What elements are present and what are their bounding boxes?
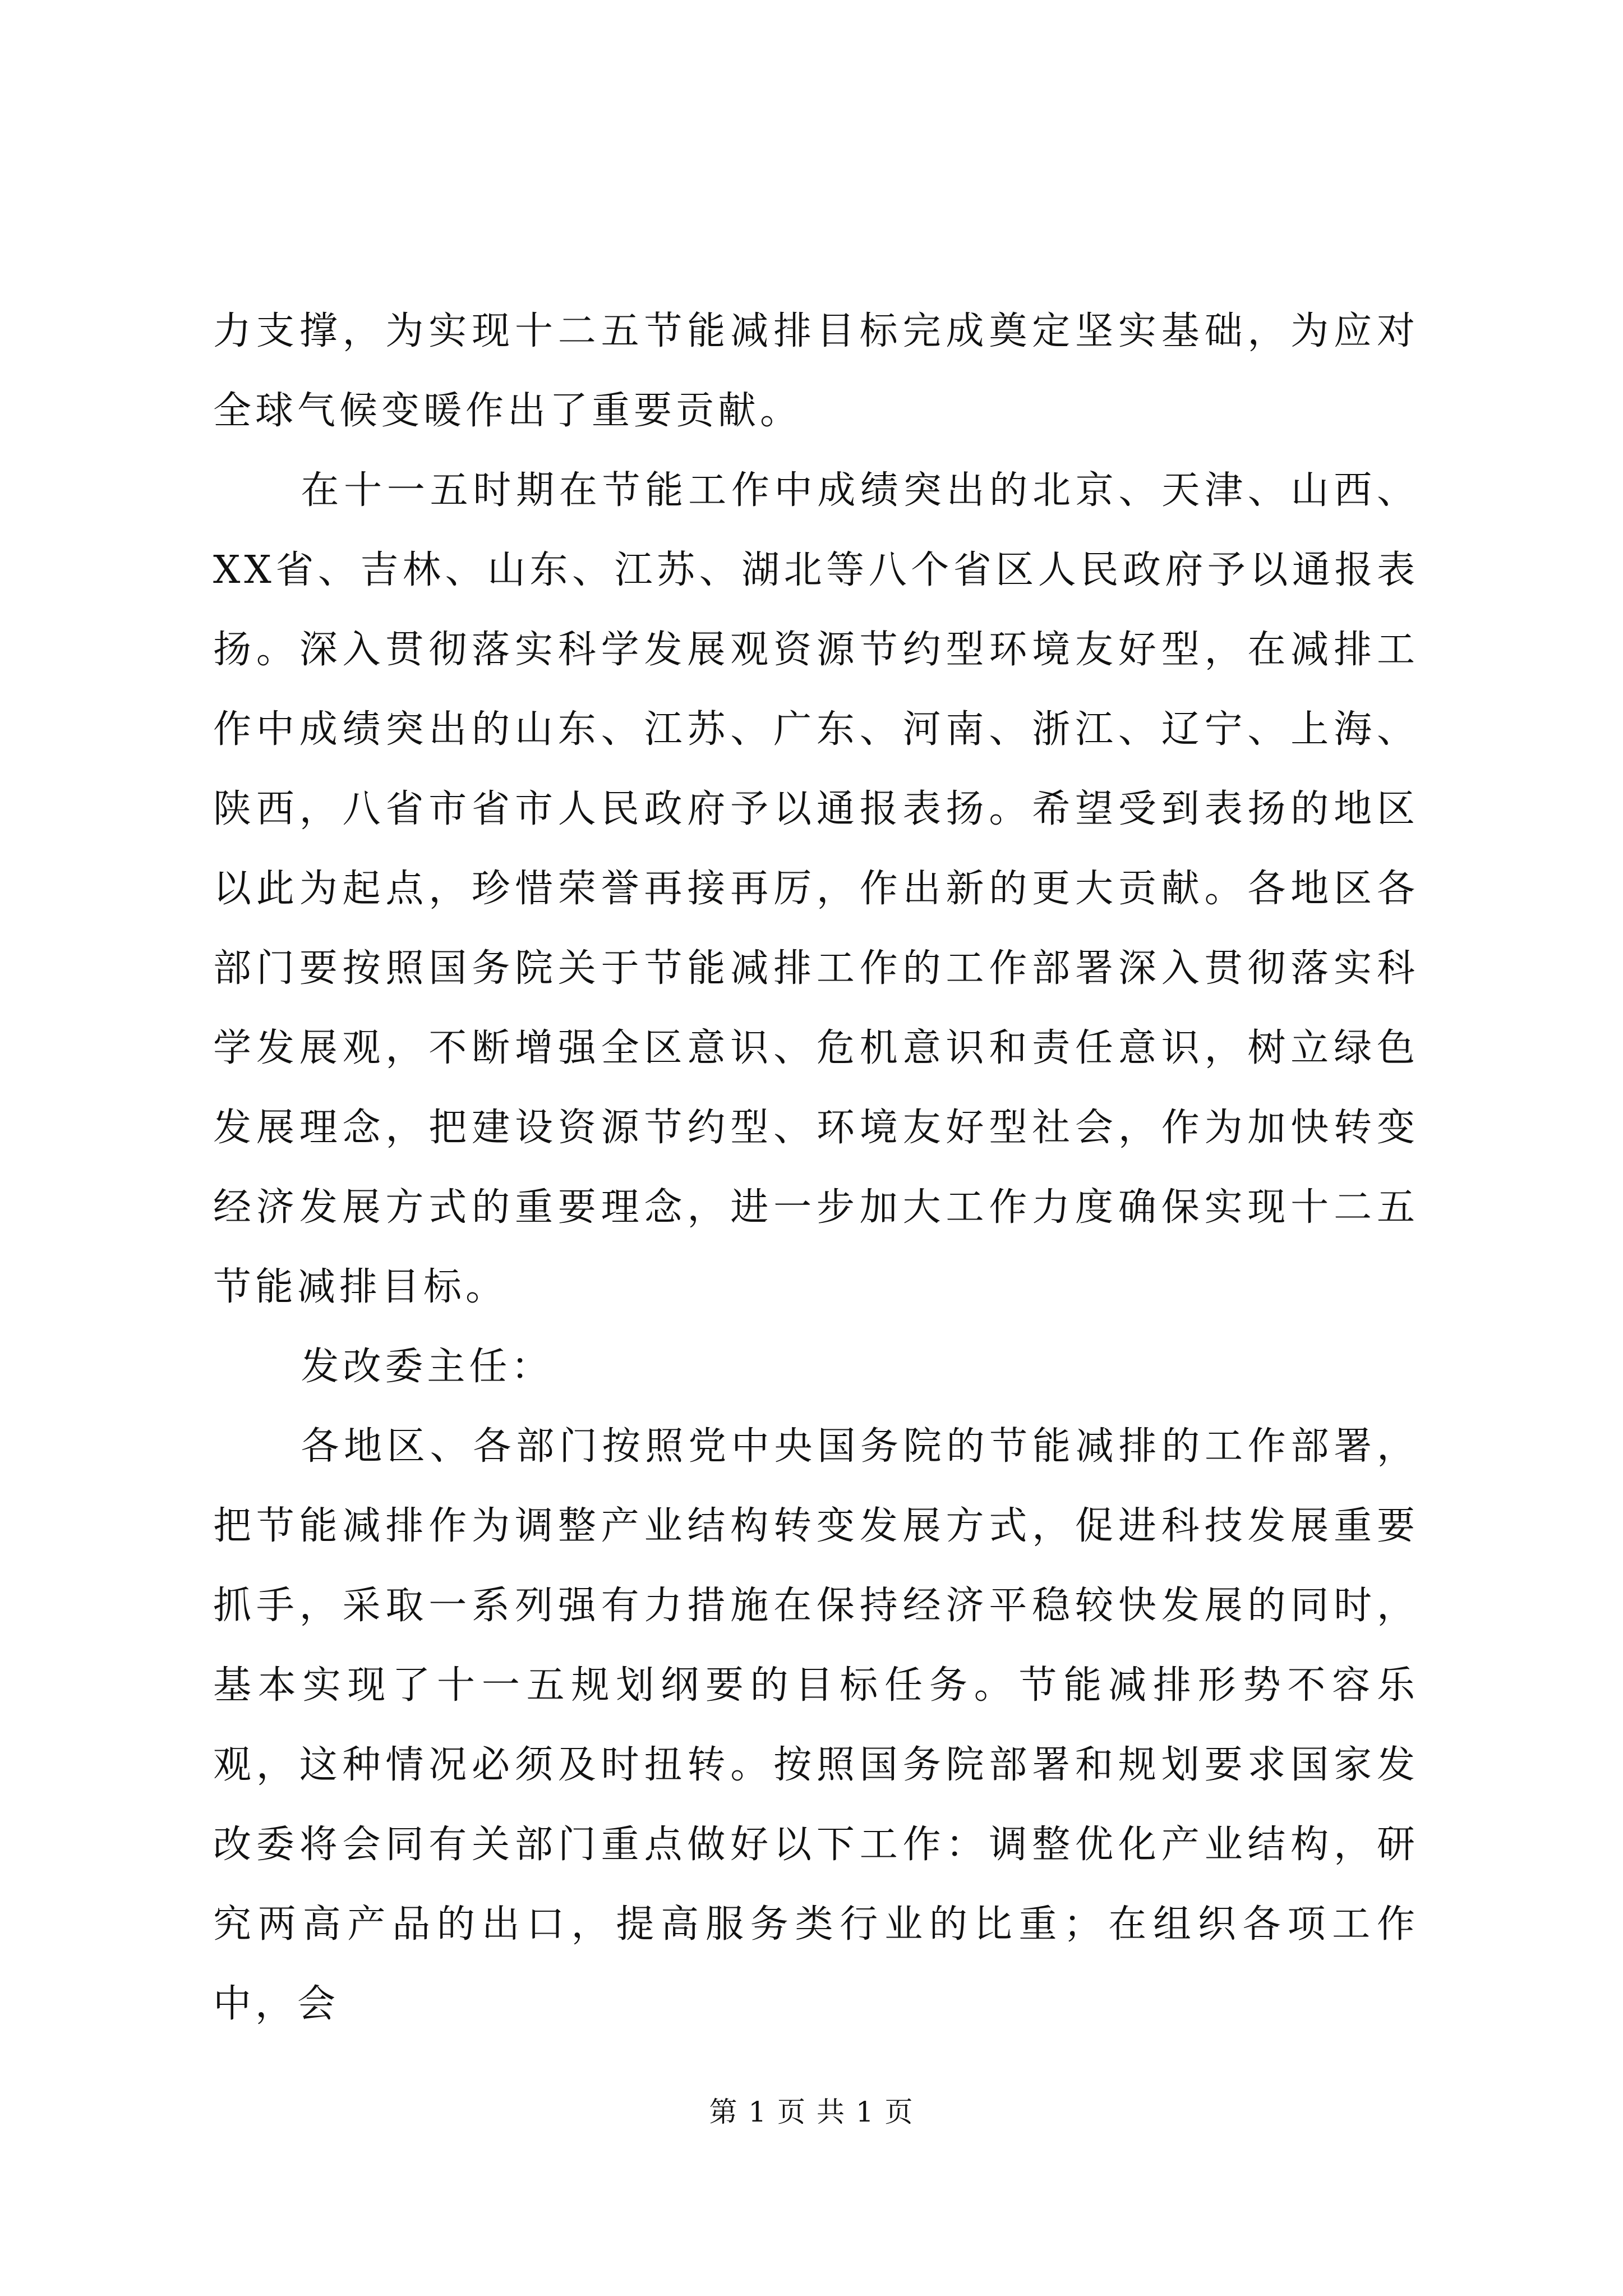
speaker-heading: 发改委主任： [301, 1345, 554, 1389]
page-footer: 第 1 页 共 1 页 [709, 2096, 914, 2128]
document-body [213, 292, 1419, 2044]
paragraph-commendation: 在十一五时期在节能工作中成绩突出的北京、天津、山西、XX省、吉林、山东、江苏、湖北等八个省区人民政府予以通报表扬。深入贯彻落实科学发展观资源节约型环境友好型，在减排工作中成绩突出的山东、江苏、广东、河南、浙江、辽宁、上海、陕西，八省市省市人民政府予以通报表扬。希望受到表扬的地区以此为起点，珍惜荣誉再接再厉，作出新的更大贡献。各地区各部门要按照国务院关于节能减排工作的工作部署深入贯彻落实科学发展观，不断增强全区意识、危机意识和责任意识，树立绿色发展理念，把建设资源节约型、环境友好型社会，作为加快转变经济发展方式的重要理念，进一步加大工作力度确保实现十二五节能减排目标。 [213, 468, 1419, 1309]
paragraph-continuation: 力支撑，为实现十二五节能减排目标完成奠定坚实基础，为应对全球气候变暖作出了重要贡献。 [213, 309, 1419, 433]
paragraph-director-speech: 各地区、各部门按照党中央国务院的节能减排的工作部署，把节能减排作为调整产业结构转变发展方式，促进科技发展重要抓手，采取一系列强有力措施在保持经济平稳较快发展的同时，基本实现了十一五规划纲要的目标任务。节能减排形势不容乐观，这种情况必须及时扭转。按照国务院部署和规划要求国家发改委将会同有关部门重点做好以下工作：调整优化产业结构，研究两高产品的出口，提高服务类行业的比重；在组织各项工作中，会 [213, 1424, 1419, 2026]
